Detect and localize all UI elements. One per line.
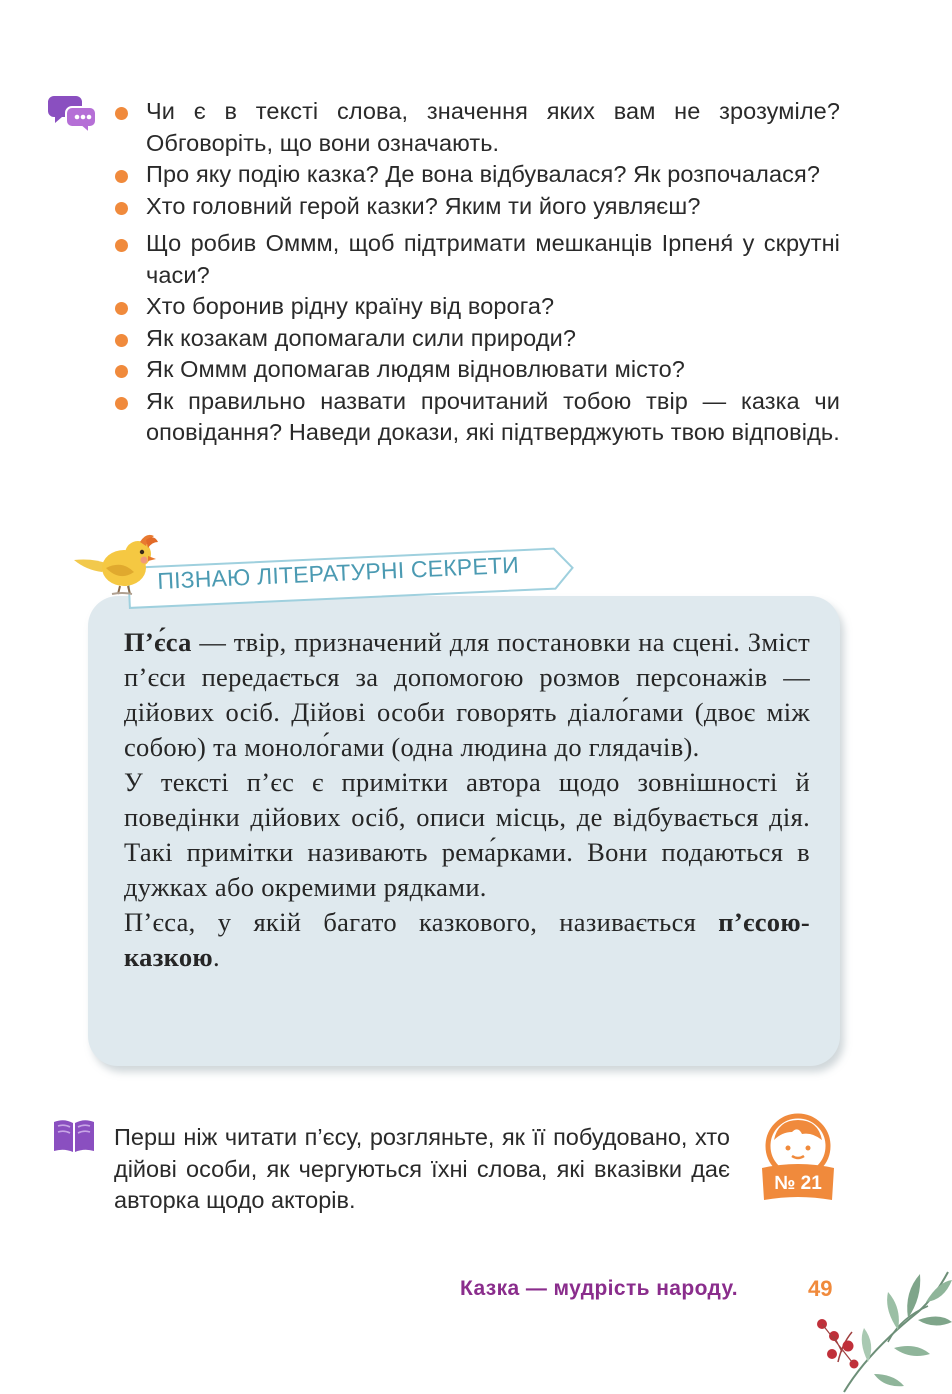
question-item: Як козакам допомагали сили природи? — [112, 323, 840, 355]
question-item: Що робив Оммм, щоб підтримати мешканців Ірпеня́ у скрутні часи? — [112, 228, 840, 291]
question-item: Про яку подію казка? Де вона відбувалася? Як розпочалася? — [112, 159, 840, 191]
open-book-icon — [52, 1118, 96, 1154]
reading-instruction: Перш ніж читати п’єсу, розгляньте, як її побудовано, хто дійові особи, як чергуються їхні слова, які вказівки дає авторка щодо акторів. — [114, 1124, 730, 1213]
question-item: Хто боронив рідну країну від ворога? — [112, 291, 840, 323]
remarks-paragraph: У тексті п’єс є примітки автора щодо зовнішності й поведінки дійових осіб, описи місць, де відбувається дія. Такі примітки називають рема́рками. Вони подаються в дужках або окремими рядками. — [124, 767, 810, 902]
chat-bubbles-icon — [48, 94, 98, 134]
footer-section-title: Казка — мудрість народу. — [460, 1277, 739, 1300]
definition-paragraph: П’є́са — твір, призначений для постановки на сцені. Зміст п’єси передається за допомогою розмов персонажів — дійових осіб. Дійові особи говорять діало́гами (двоє між собою) та моноло́гами (одна людина до глядачів). — [124, 627, 810, 762]
reader-badge-number: № 21 — [774, 1173, 822, 1194]
term-piesa: П’є́са — [124, 627, 192, 657]
bird-illustration — [72, 530, 162, 598]
page-number: 49 — [808, 1276, 833, 1301]
question-item: Як Оммм допомагав людям відновлювати місто? — [112, 354, 840, 386]
section-tab-label: ПІЗНАЮ ЛІТЕРАТУРНІ СЕКРЕТИ — [156, 551, 520, 595]
discussion-questions — [112, 96, 840, 449]
question-item: Як правильно назвати прочитаний тобою твір — казка чи оповідання? Наведи докази, які підтверджують твою відповідь. — [112, 386, 840, 449]
fairy-play-paragraph: П’єса, у якій багато казкового, називається п’єсою-казкою. — [124, 907, 810, 972]
question-item: Чи є в тексті слова, значення яких вам не зрозуміле? Обговоріть, що вони означають. — [112, 96, 840, 159]
term-piesa-kazka: п’єсою-казкою — [124, 907, 810, 972]
question-item: Хто головний герой казки? Яким ти його уявляєш? — [112, 191, 840, 223]
berry-branch-decoration — [808, 1262, 952, 1394]
literary-secrets-text — [124, 625, 810, 975]
